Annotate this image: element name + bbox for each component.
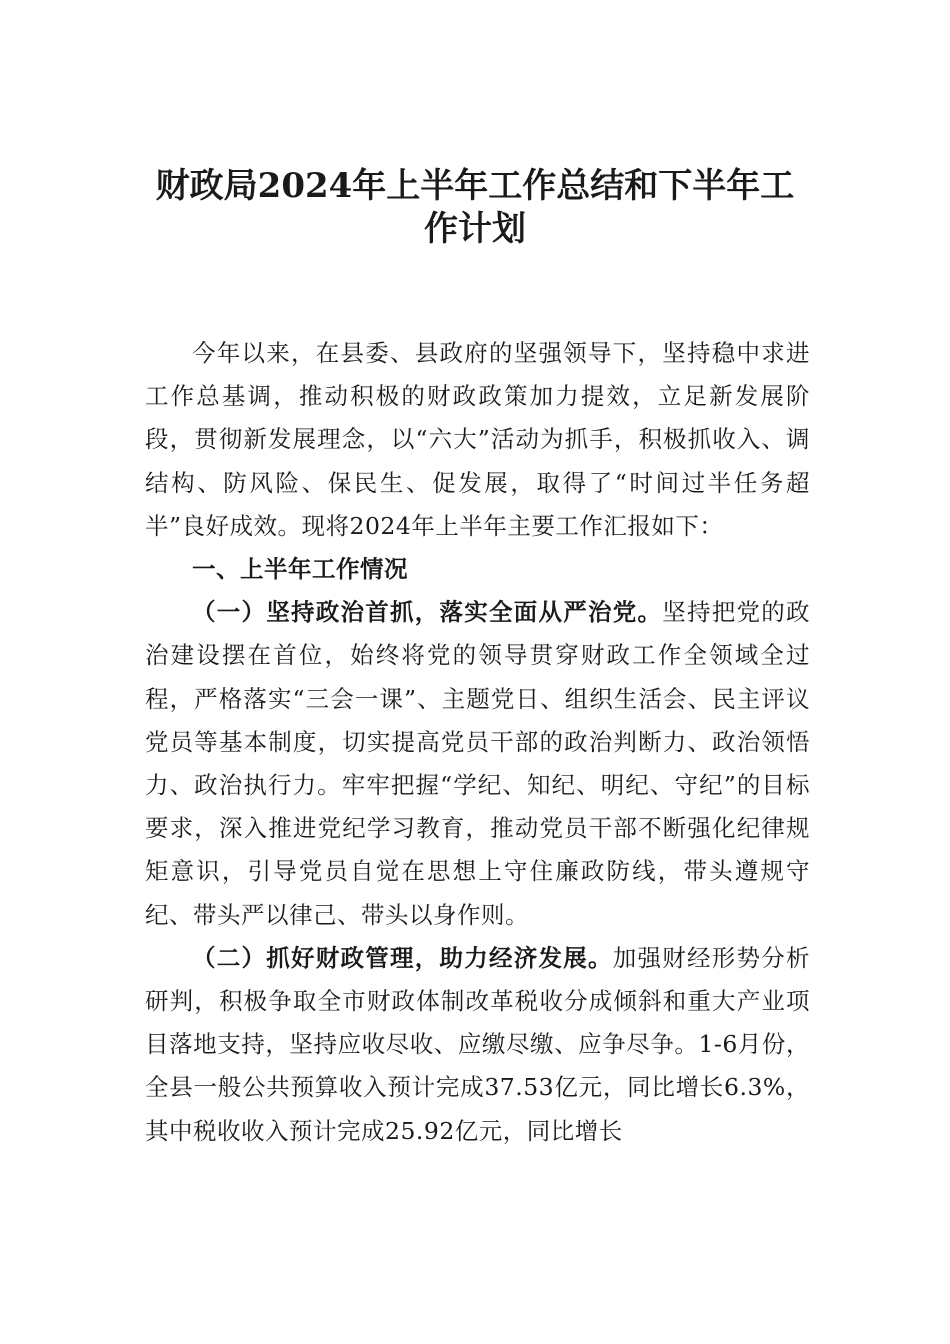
document-title-line-1: 财政局2024年上半年工作总结和下半年工: [155, 166, 795, 206]
item-2-lead: （二）抓好财政管理，助力经济发展。: [192, 943, 613, 972]
item-1-lead: （一）坚持政治首抓，落实全面从严治党。: [192, 598, 663, 627]
item-2-body: 加强财经形势分析研判，积极争取全市财政体制改革税收分成倾斜和重大产业项目落地支持，坚持应收尽收、应缴尽缴、应争尽争。1-6月份，全县一般公共预算收入预计完成37.53亿元，同比增长6.3%，其中税收收入预计完成25.92亿元，同比增长: [145, 943, 810, 1145]
document-body: [145, 332, 810, 1153]
item-2-paragraph: [145, 937, 810, 1153]
section-heading-1: 一、上半年工作情况: [192, 555, 408, 584]
item-1-body: 坚持把党的政治建设摆在首位，始终将党的领导贯穿财政工作全领域全过程，严格落实“三会一课”、主题党日、组织生活会、民主评议党员等基本制度，切实提高党员干部的政治判断力、政治领悟力、政治执行力。牢牢把握“学纪、知纪、明纪、守纪”的目标要求，深入推进党纪学习教育，推动党员干部不断强化纪律规矩意识，引导党员自觉在思想上守住廉政防线，带头遵规守纪、带头严以律己、带头以身作则。: [145, 598, 810, 929]
intro-paragraph: 今年以来，在县委、县政府的坚强领导下，坚持稳中求进工作总基调，推动积极的财政政策加力提效，立足新发展阶段，贯彻新发展理念，以“六大”活动为抓手，积极抓收入、调结构、防风险、保民生、促发展，取得了“时间过半任务超半”良好成效。现将2024年上半年主要工作汇报如下：: [145, 339, 810, 540]
document-title-line-2: 作计划: [424, 209, 526, 249]
item-1-paragraph: [145, 591, 810, 937]
